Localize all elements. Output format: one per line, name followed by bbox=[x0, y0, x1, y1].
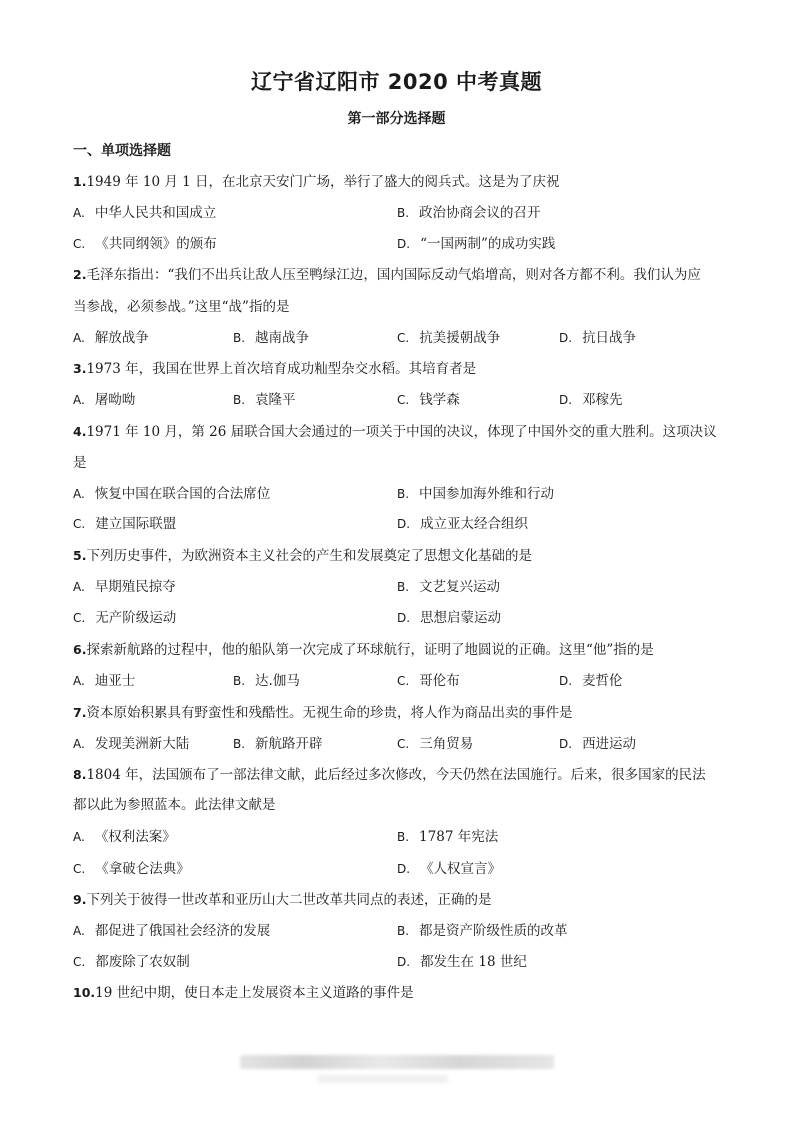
option-text: 迪亚士 bbox=[94, 673, 136, 689]
option-letter: D. bbox=[559, 737, 573, 751]
option-text: 都促进了俄国社会经济的发展 bbox=[94, 923, 271, 939]
option-letter: D. bbox=[397, 237, 411, 251]
question-1-stem-line bbox=[73, 170, 560, 190]
question-number: 8. bbox=[73, 767, 87, 782]
question-8-option-a bbox=[73, 825, 176, 845]
option-letter: D. bbox=[397, 611, 411, 625]
option-letter: B. bbox=[397, 830, 410, 844]
option-text: 袁隆平 bbox=[255, 392, 296, 408]
option-text: 都是资产阶级性质的改革 bbox=[419, 923, 568, 939]
question-4-option-c bbox=[73, 512, 176, 532]
option-letter: A. bbox=[73, 737, 85, 751]
option-letter: C. bbox=[73, 237, 86, 251]
option-letter: A. bbox=[73, 924, 85, 938]
option-letter: C. bbox=[397, 331, 410, 345]
section-heading: 一、单项选择题 bbox=[73, 143, 171, 159]
question-4-option-d bbox=[397, 512, 528, 532]
part-subtitle: 第一部分选择题 bbox=[347, 111, 446, 127]
option-letter: C. bbox=[73, 611, 86, 625]
question-5-option-a bbox=[73, 575, 176, 595]
option-text: 《拿破仑法典》 bbox=[95, 861, 190, 877]
question-number: 6. bbox=[73, 642, 87, 657]
question-number: 10. bbox=[73, 985, 96, 1000]
option-text: 西进运动 bbox=[582, 736, 637, 752]
question-4-stem-line bbox=[73, 451, 87, 471]
option-text: 新航路开辟 bbox=[255, 736, 323, 752]
option-letter: A. bbox=[73, 830, 85, 844]
option-text: 中国参加海外维和行动 bbox=[419, 486, 555, 502]
option-text: 思想启蒙运动 bbox=[420, 610, 502, 626]
option-text: 抗日战争 bbox=[582, 330, 637, 346]
blurred-watermark bbox=[240, 1055, 554, 1069]
question-4-option-a bbox=[73, 482, 270, 502]
option-text: 邓稼先 bbox=[582, 392, 623, 408]
question-6-stem-line bbox=[73, 638, 654, 658]
question-text: 下列关于彼得一世改革和亚历山大二世改革共同点的表述，正确的是 bbox=[86, 892, 492, 908]
option-text: 建立国际联盟 bbox=[95, 516, 177, 532]
option-text: 都发生在 18 世纪 bbox=[420, 954, 527, 970]
question-1-option-a bbox=[73, 201, 216, 221]
question-7-stem-line bbox=[73, 701, 572, 721]
option-letter: A. bbox=[73, 487, 85, 501]
question-8-stem-line bbox=[73, 793, 276, 813]
question-4-option-b bbox=[397, 482, 554, 502]
question-text: 当参战，必须参战。”这里“战”指的是 bbox=[73, 299, 290, 315]
question-5-stem-line bbox=[73, 544, 532, 564]
question-text: 资本原始积累具有野蛮性和残酷性。无视生命的珍贵，将人作为商品出卖的事件是 bbox=[86, 705, 573, 721]
option-text: 中华人民共和国成立 bbox=[94, 205, 217, 221]
option-letter: D. bbox=[397, 862, 411, 876]
option-letter: A. bbox=[73, 674, 85, 688]
question-text: 19 世纪中期，使日本走上发展资本主义道路的事件是 bbox=[95, 985, 414, 1001]
option-text: 《权利法案》 bbox=[94, 829, 176, 845]
question-5-option-c bbox=[73, 606, 176, 626]
question-4-stem-line bbox=[73, 420, 717, 440]
question-6-option-d bbox=[559, 669, 623, 689]
question-8-stem-line bbox=[73, 763, 706, 783]
question-2-option-b bbox=[233, 326, 309, 346]
option-letter: B. bbox=[397, 924, 410, 938]
question-6-option-b bbox=[233, 669, 300, 689]
question-5-option-b bbox=[397, 575, 500, 595]
option-letter: A. bbox=[73, 206, 85, 220]
option-letter: B. bbox=[397, 206, 410, 220]
option-letter: D. bbox=[397, 955, 411, 969]
question-text: 毛泽东指出：“我们不出兵让敌人压至鸭绿江边，国内国际反动气焰增高，则对各方都不利。我们认为应 bbox=[86, 267, 701, 283]
option-letter: D. bbox=[559, 331, 573, 345]
option-text: “一国两制”的成功实践 bbox=[420, 236, 556, 252]
question-number: 9. bbox=[73, 892, 87, 907]
option-text: 三角贸易 bbox=[419, 736, 474, 752]
option-letter: C. bbox=[73, 955, 86, 969]
question-3-option-c bbox=[397, 388, 460, 408]
option-text: 无产阶级运动 bbox=[95, 610, 177, 626]
option-letter: B. bbox=[397, 487, 410, 501]
option-letter: D. bbox=[559, 674, 573, 688]
option-letter: B. bbox=[233, 331, 246, 345]
option-text: 屠呦呦 bbox=[94, 392, 136, 408]
question-number: 1. bbox=[73, 174, 87, 189]
question-text: 1973 年，我国在世界上首次培育成功籼型杂交水稻。其培育者是 bbox=[86, 361, 477, 377]
option-text: 越南战争 bbox=[255, 330, 310, 346]
option-text: 《人权宣言》 bbox=[420, 861, 502, 877]
question-2-option-c bbox=[397, 326, 500, 346]
blurred-watermark-line2 bbox=[318, 1075, 448, 1083]
option-letter: B. bbox=[397, 580, 410, 594]
question-number: 7. bbox=[73, 705, 87, 720]
question-number: 5. bbox=[73, 548, 87, 563]
option-letter: C. bbox=[73, 862, 86, 876]
option-text: 恢复中国在联合国的合法席位 bbox=[94, 486, 271, 502]
question-3-option-a bbox=[73, 388, 135, 408]
option-letter: C. bbox=[397, 674, 410, 688]
question-7-option-d bbox=[559, 732, 636, 752]
option-letter: C. bbox=[397, 737, 410, 751]
question-6-option-c bbox=[397, 669, 460, 689]
question-1-option-b bbox=[397, 201, 541, 221]
question-text: 下列历史事件，为欧洲资本主义社会的产生和发展奠定了思想文化基础的是 bbox=[86, 548, 532, 564]
question-3-option-d bbox=[559, 388, 623, 408]
option-letter: A. bbox=[73, 393, 85, 407]
question-text: 是 bbox=[73, 455, 87, 471]
option-text: 麦哲伦 bbox=[582, 673, 623, 689]
option-text: 抗美援朝战争 bbox=[419, 330, 501, 346]
option-letter: C. bbox=[397, 393, 410, 407]
question-3-option-b bbox=[233, 388, 296, 408]
option-text: 钱学森 bbox=[419, 392, 460, 408]
question-7-option-c bbox=[397, 732, 473, 752]
option-text: 《共同纲领》的颁布 bbox=[95, 236, 217, 252]
option-text: 发现美洲新大陆 bbox=[94, 736, 190, 752]
question-9-option-d bbox=[397, 950, 527, 970]
question-text: 探索新航路的过程中，他的船队第一次完成了环球航行，证明了地圆说的正确。这里“他”指的是 bbox=[86, 642, 654, 658]
option-text: 文艺复兴运动 bbox=[419, 579, 501, 595]
question-1-option-d bbox=[397, 232, 555, 252]
question-number: 3. bbox=[73, 361, 87, 376]
question-9-stem-line bbox=[73, 888, 491, 908]
option-letter: A. bbox=[73, 331, 85, 345]
question-9-option-a bbox=[73, 919, 270, 939]
option-text: 解放战争 bbox=[94, 330, 149, 346]
question-text: 都以此为参照蓝本。此法律文献是 bbox=[73, 797, 276, 813]
option-text: 1787 年宪法 bbox=[419, 829, 499, 845]
question-text: 1971 年 10 月，第 26 届联合国大会通过的一项关于中国的决议，体现了中国外交的重大胜利。这项决议 bbox=[86, 424, 717, 440]
question-2-option-d bbox=[559, 326, 636, 346]
option-text: 都废除了农奴制 bbox=[95, 954, 190, 970]
option-text: 政治协商会议的召开 bbox=[419, 205, 541, 221]
question-number: 4. bbox=[73, 424, 87, 439]
question-number: 2. bbox=[73, 267, 87, 282]
option-letter: B. bbox=[233, 737, 246, 751]
question-8-option-c bbox=[73, 857, 190, 877]
page-title: 辽宁省辽阳市 2020 中考真题 bbox=[250, 70, 543, 94]
question-10-stem-line bbox=[73, 981, 414, 1001]
question-6-option-a bbox=[73, 669, 135, 689]
question-text: 1804 年，法国颁布了一部法律文献，此后经过多次修改，今天仍然在法国施行。后来，很多国家的民法 bbox=[86, 767, 706, 783]
question-2-stem-line bbox=[73, 295, 289, 315]
question-text: 1949 年 10 月 1 日，在北京天安门广场，举行了盛大的阅兵式。这是为了庆祝 bbox=[86, 174, 560, 190]
question-7-option-a bbox=[73, 732, 189, 752]
question-2-stem-line bbox=[73, 263, 701, 283]
question-1-option-c bbox=[73, 232, 217, 252]
option-text: 达.伽马 bbox=[255, 673, 300, 689]
question-3-stem-line bbox=[73, 357, 476, 377]
option-letter: A. bbox=[73, 580, 85, 594]
question-9-option-b bbox=[397, 919, 568, 939]
option-letter: C. bbox=[73, 517, 86, 531]
question-2-option-a bbox=[73, 326, 149, 346]
option-letter: B. bbox=[233, 674, 246, 688]
question-9-option-c bbox=[73, 950, 190, 970]
option-letter: D. bbox=[397, 517, 411, 531]
option-text: 早期殖民掠夺 bbox=[94, 579, 176, 595]
question-8-option-b bbox=[397, 825, 498, 845]
option-text: 成立亚太经合组织 bbox=[420, 516, 529, 532]
question-7-option-b bbox=[233, 732, 323, 752]
option-letter: B. bbox=[233, 393, 246, 407]
option-letter: D. bbox=[559, 393, 573, 407]
option-text: 哥伦布 bbox=[419, 673, 460, 689]
question-5-option-d bbox=[397, 606, 501, 626]
question-8-option-d bbox=[397, 857, 501, 877]
